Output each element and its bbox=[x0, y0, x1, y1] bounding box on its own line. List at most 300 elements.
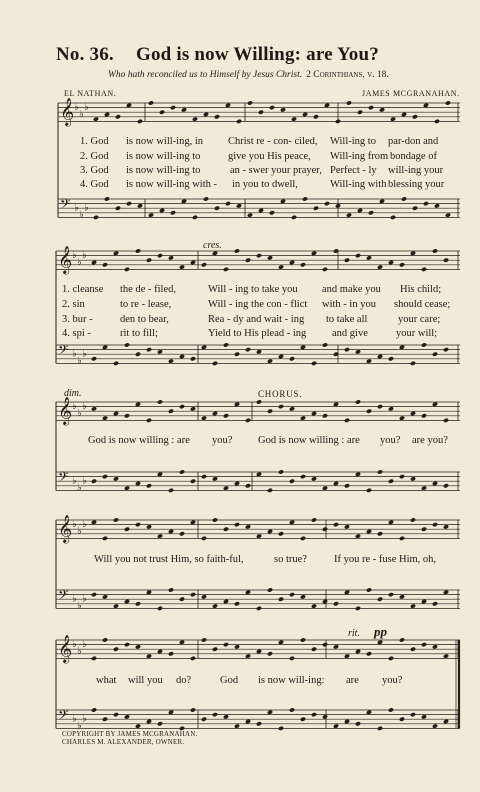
notehead bbox=[322, 485, 328, 490]
flat-sign: ♭ bbox=[82, 400, 87, 412]
notehead bbox=[443, 347, 449, 352]
notehead bbox=[322, 642, 328, 647]
notehead bbox=[146, 258, 152, 263]
notehead bbox=[245, 653, 251, 658]
notehead bbox=[355, 472, 361, 477]
notehead bbox=[225, 201, 231, 206]
notehead bbox=[390, 215, 396, 220]
notehead bbox=[179, 597, 185, 602]
notehead bbox=[102, 474, 108, 479]
notehead bbox=[346, 212, 352, 217]
notehead bbox=[104, 112, 110, 117]
notehead bbox=[157, 606, 163, 611]
notehead bbox=[102, 594, 108, 599]
notehead bbox=[267, 529, 273, 534]
notehead bbox=[443, 590, 449, 595]
notehead bbox=[377, 531, 383, 536]
notehead bbox=[168, 529, 174, 534]
notehead bbox=[91, 520, 97, 525]
notehead bbox=[190, 520, 196, 525]
notehead bbox=[344, 590, 350, 595]
bass-clef: 𝄢 bbox=[58, 586, 69, 606]
notehead bbox=[124, 413, 130, 418]
notehead bbox=[322, 714, 328, 719]
notehead bbox=[179, 354, 185, 359]
notehead bbox=[245, 483, 251, 488]
flat-sign: ♭ bbox=[74, 202, 79, 214]
notehead bbox=[289, 592, 295, 597]
notehead bbox=[234, 601, 240, 606]
notehead bbox=[124, 714, 130, 719]
chorus-lyric-1d: you? bbox=[380, 435, 401, 446]
notehead bbox=[201, 594, 207, 599]
notehead bbox=[311, 517, 317, 522]
notehead bbox=[333, 402, 339, 407]
notehead bbox=[410, 476, 416, 481]
rit-marking: rit. bbox=[348, 628, 360, 639]
notehead bbox=[366, 587, 372, 592]
notehead bbox=[168, 651, 174, 656]
notehead bbox=[289, 356, 295, 361]
notehead bbox=[137, 119, 143, 124]
notehead bbox=[181, 107, 187, 112]
notehead bbox=[245, 524, 251, 529]
notehead bbox=[357, 110, 363, 115]
verse-3-line-1: 3. God is now will-ing to an - swer your prayer, Perfect - ly will-ing your bbox=[80, 165, 444, 176]
notehead bbox=[113, 603, 119, 608]
notehead bbox=[190, 479, 196, 484]
bass-clef: 𝄢 bbox=[60, 195, 71, 215]
hymn-number: No. 36. bbox=[56, 44, 114, 65]
notehead bbox=[201, 415, 207, 420]
notehead bbox=[412, 114, 418, 119]
treble-clef: 𝄞 bbox=[60, 97, 75, 126]
notehead bbox=[212, 712, 218, 717]
notehead bbox=[432, 644, 438, 649]
verse-2-line-2: 2. sin to re - lease, Will - ing the con - flict with - in you should cease; bbox=[62, 299, 451, 310]
notehead bbox=[256, 399, 262, 404]
notehead bbox=[104, 196, 110, 201]
chorus-lyric-2a: Will you not trust Him, so faith-ful, bbox=[94, 554, 244, 565]
notehead bbox=[201, 345, 207, 350]
notehead bbox=[388, 707, 394, 712]
flat-sign: ♭ bbox=[77, 525, 82, 537]
notehead bbox=[113, 647, 119, 652]
notehead bbox=[234, 723, 240, 728]
notehead bbox=[300, 536, 306, 541]
notehead bbox=[214, 206, 220, 211]
flat-sign: ♭ bbox=[82, 249, 87, 261]
notehead bbox=[159, 110, 165, 115]
notehead bbox=[267, 488, 273, 493]
notehead bbox=[236, 119, 242, 124]
flat-sign: ♭ bbox=[77, 256, 82, 268]
notehead bbox=[190, 592, 196, 597]
notehead bbox=[432, 723, 438, 728]
notehead bbox=[236, 203, 242, 208]
flat-sign: ♭ bbox=[77, 482, 82, 494]
notehead bbox=[91, 406, 97, 411]
notehead bbox=[390, 116, 396, 121]
notehead bbox=[399, 637, 405, 642]
pp-marking: pp bbox=[374, 624, 387, 639]
notehead bbox=[355, 349, 361, 354]
flat-sign: ♭ bbox=[79, 108, 84, 120]
notehead bbox=[432, 352, 438, 357]
notehead bbox=[432, 522, 438, 527]
notehead bbox=[124, 342, 130, 347]
notehead bbox=[258, 110, 264, 115]
chorus-label: CHORUS. bbox=[258, 389, 303, 399]
notehead bbox=[223, 485, 229, 490]
chorus-lyric-1c: God is now willing : are bbox=[258, 435, 360, 446]
flat-sign: ♭ bbox=[72, 475, 77, 487]
treble-clef: 𝄞 bbox=[58, 514, 73, 543]
notehead bbox=[124, 599, 130, 604]
notehead bbox=[146, 418, 152, 423]
notehead bbox=[443, 653, 449, 658]
notehead bbox=[245, 418, 251, 423]
notehead bbox=[311, 411, 317, 416]
flat-sign: ♭ bbox=[77, 645, 82, 657]
notehead bbox=[278, 354, 284, 359]
notehead bbox=[302, 196, 308, 201]
verse-2-line-1: 2. God is now will-ing to give you His peace, Will-ing from bondage of bbox=[80, 151, 437, 162]
chorus-lyric-2b: so true? bbox=[274, 554, 307, 565]
notehead bbox=[170, 210, 176, 215]
notehead bbox=[168, 358, 174, 363]
notehead bbox=[113, 361, 119, 366]
notehead bbox=[267, 358, 273, 363]
notehead bbox=[443, 258, 449, 263]
notehead bbox=[179, 264, 185, 269]
notehead bbox=[201, 474, 207, 479]
notehead bbox=[421, 267, 427, 272]
notehead bbox=[421, 485, 427, 490]
notehead bbox=[278, 531, 284, 536]
notehead bbox=[344, 418, 350, 423]
flat-sign: ♭ bbox=[72, 400, 77, 412]
notehead bbox=[115, 206, 121, 211]
notehead bbox=[434, 119, 440, 124]
notehead bbox=[278, 404, 284, 409]
chorus-lyric-3b: will you bbox=[128, 675, 163, 686]
notehead bbox=[256, 606, 262, 611]
flat-sign: ♭ bbox=[82, 713, 87, 725]
notehead bbox=[399, 262, 405, 267]
flat-sign: ♭ bbox=[72, 518, 77, 530]
notehead bbox=[102, 262, 108, 267]
notehead bbox=[421, 714, 427, 719]
notehead bbox=[102, 637, 108, 642]
notehead bbox=[366, 255, 372, 260]
flat-sign: ♭ bbox=[77, 355, 82, 367]
notehead bbox=[168, 710, 174, 715]
notehead bbox=[388, 479, 394, 484]
notehead bbox=[256, 721, 262, 726]
notehead bbox=[399, 717, 405, 722]
hymn-title-text: God is now Willing: are You? bbox=[136, 44, 379, 65]
notehead bbox=[192, 116, 198, 121]
notehead bbox=[201, 536, 207, 541]
notehead bbox=[157, 472, 163, 477]
notehead bbox=[181, 199, 187, 204]
notehead bbox=[201, 717, 207, 722]
notehead bbox=[289, 260, 295, 265]
notehead bbox=[135, 248, 141, 253]
notehead bbox=[212, 517, 218, 522]
notehead bbox=[168, 488, 174, 493]
flat-sign: ♭ bbox=[72, 249, 77, 261]
notehead bbox=[366, 409, 372, 414]
notehead bbox=[333, 481, 339, 486]
notehead bbox=[124, 485, 130, 490]
notehead bbox=[322, 527, 328, 532]
notehead bbox=[234, 402, 240, 407]
notehead bbox=[311, 251, 317, 256]
notehead bbox=[223, 714, 229, 719]
notehead bbox=[203, 196, 209, 201]
notehead bbox=[324, 103, 330, 108]
notehead bbox=[366, 358, 372, 363]
notehead bbox=[157, 721, 163, 726]
notehead bbox=[410, 361, 416, 366]
verse-1-line-1: 1. God is now will-ing, in Christ re - con- ciled, Will-ing to par-don and bbox=[80, 136, 439, 147]
bass-clef: 𝄢 bbox=[58, 468, 69, 488]
notehead bbox=[267, 651, 273, 656]
notehead bbox=[234, 481, 240, 486]
cres-marking: cres. bbox=[203, 240, 222, 251]
flat-sign: ♭ bbox=[84, 202, 89, 214]
notehead bbox=[289, 479, 295, 484]
notehead bbox=[322, 413, 328, 418]
notehead bbox=[401, 196, 407, 201]
notehead bbox=[157, 399, 163, 404]
notehead bbox=[344, 258, 350, 263]
notehead bbox=[368, 105, 374, 110]
notehead bbox=[388, 656, 394, 661]
notehead bbox=[179, 531, 185, 536]
notehead bbox=[346, 100, 352, 105]
notehead bbox=[192, 215, 198, 220]
notehead bbox=[168, 255, 174, 260]
bass-clef: 𝄢 bbox=[58, 341, 69, 361]
notehead bbox=[443, 483, 449, 488]
notehead bbox=[135, 522, 141, 527]
treble-clef: 𝄞 bbox=[58, 245, 73, 274]
notehead bbox=[445, 100, 451, 105]
notehead bbox=[247, 100, 253, 105]
notehead bbox=[333, 522, 339, 527]
notehead bbox=[434, 203, 440, 208]
notehead bbox=[313, 114, 319, 119]
notehead bbox=[443, 719, 449, 724]
notehead bbox=[421, 342, 427, 347]
notehead bbox=[245, 590, 251, 595]
notehead bbox=[357, 208, 363, 213]
notehead bbox=[366, 710, 372, 715]
notehead bbox=[102, 345, 108, 350]
bass-clef: 𝄢 bbox=[58, 706, 69, 726]
notehead bbox=[355, 606, 361, 611]
notehead bbox=[377, 264, 383, 269]
notehead bbox=[223, 599, 229, 604]
notehead bbox=[280, 199, 286, 204]
notehead bbox=[401, 112, 407, 117]
notehead bbox=[168, 587, 174, 592]
notehead bbox=[212, 476, 218, 481]
notehead bbox=[168, 409, 174, 414]
notehead bbox=[311, 712, 317, 717]
notehead bbox=[91, 707, 97, 712]
notehead bbox=[203, 112, 209, 117]
notehead bbox=[267, 255, 273, 260]
notehead bbox=[344, 524, 350, 529]
notehead bbox=[124, 642, 130, 647]
treble-clef: 𝄞 bbox=[58, 634, 73, 663]
notehead bbox=[201, 637, 207, 642]
notehead bbox=[432, 601, 438, 606]
notehead bbox=[412, 206, 418, 211]
notehead bbox=[324, 201, 330, 206]
notehead bbox=[278, 469, 284, 474]
notehead bbox=[388, 520, 394, 525]
chorus-lyric-1e: are you? bbox=[412, 435, 448, 446]
notehead bbox=[245, 347, 251, 352]
notehead bbox=[212, 647, 218, 652]
notehead bbox=[423, 103, 429, 108]
notehead bbox=[269, 105, 275, 110]
notehead bbox=[135, 601, 141, 606]
notehead bbox=[190, 707, 196, 712]
flat-sign: ♭ bbox=[82, 593, 87, 605]
notehead bbox=[179, 404, 185, 409]
notehead bbox=[368, 210, 374, 215]
notehead bbox=[289, 707, 295, 712]
composer-name: JAMES MCGRANAHAN. bbox=[362, 89, 460, 98]
notehead bbox=[148, 212, 154, 217]
notehead bbox=[267, 587, 273, 592]
notehead bbox=[421, 599, 427, 604]
notehead bbox=[179, 469, 185, 474]
notehead bbox=[377, 726, 383, 731]
notehead bbox=[126, 103, 132, 108]
notehead bbox=[113, 476, 119, 481]
notehead bbox=[179, 640, 185, 645]
notehead bbox=[170, 105, 176, 110]
notehead bbox=[93, 116, 99, 121]
notehead bbox=[333, 601, 339, 606]
notehead bbox=[278, 264, 284, 269]
notehead bbox=[366, 529, 372, 534]
notehead bbox=[399, 594, 405, 599]
notehead bbox=[410, 647, 416, 652]
chorus-lyric-3a: what bbox=[96, 675, 117, 686]
notehead bbox=[322, 599, 328, 604]
notehead bbox=[399, 536, 405, 541]
treble-clef: 𝄞 bbox=[58, 396, 73, 425]
notehead bbox=[234, 644, 240, 649]
notehead bbox=[289, 406, 295, 411]
notehead bbox=[267, 409, 273, 414]
notehead bbox=[291, 215, 297, 220]
flat-sign: ♭ bbox=[79, 209, 84, 221]
notehead bbox=[410, 411, 416, 416]
notehead bbox=[333, 723, 339, 728]
notehead bbox=[355, 721, 361, 726]
notehead bbox=[148, 100, 154, 105]
notehead bbox=[432, 402, 438, 407]
copyright-line-1: COPYRIGHT BY JAMES MCGRANAHAN. bbox=[62, 730, 198, 738]
notehead bbox=[256, 472, 262, 477]
notehead bbox=[234, 248, 240, 253]
notehead bbox=[388, 356, 394, 361]
notehead bbox=[344, 719, 350, 724]
notehead bbox=[410, 517, 416, 522]
notehead bbox=[212, 361, 218, 366]
notehead bbox=[421, 642, 427, 647]
notehead bbox=[379, 199, 385, 204]
notehead bbox=[190, 656, 196, 661]
notehead bbox=[146, 719, 152, 724]
flat-sign: ♭ bbox=[82, 518, 87, 530]
notehead bbox=[311, 603, 317, 608]
notehead bbox=[93, 215, 99, 220]
notehead bbox=[388, 260, 394, 265]
notehead bbox=[410, 603, 416, 608]
notehead bbox=[91, 356, 97, 361]
notehead bbox=[300, 717, 306, 722]
notehead bbox=[113, 517, 119, 522]
notehead bbox=[302, 112, 308, 117]
notehead bbox=[377, 404, 383, 409]
notehead bbox=[267, 710, 273, 715]
notehead bbox=[300, 262, 306, 267]
chorus-lyric-1b: you? bbox=[212, 435, 233, 446]
notehead bbox=[247, 212, 253, 217]
notehead bbox=[333, 644, 339, 649]
notehead bbox=[311, 476, 317, 481]
notehead bbox=[355, 399, 361, 404]
flat-sign: ♭ bbox=[77, 720, 82, 732]
notehead bbox=[313, 206, 319, 211]
notehead bbox=[443, 524, 449, 529]
notehead bbox=[280, 107, 286, 112]
notehead bbox=[91, 479, 97, 484]
notehead bbox=[137, 203, 143, 208]
notehead bbox=[377, 354, 383, 359]
notehead bbox=[311, 361, 317, 366]
flat-sign: ♭ bbox=[74, 101, 79, 113]
chorus-lyric-3e: is now will-ing: bbox=[258, 675, 325, 686]
chorus-lyric-3g: you? bbox=[382, 675, 403, 686]
chorus-lyric-1a: God is now willing : are bbox=[88, 435, 190, 446]
verse-4-line-1: 4. God is now will-ing with - in you to dwell, Will-ing with blessing your bbox=[80, 179, 445, 190]
flat-sign: ♭ bbox=[82, 348, 87, 360]
notehead bbox=[157, 533, 163, 538]
notehead bbox=[113, 411, 119, 416]
notehead bbox=[124, 267, 130, 272]
notehead bbox=[421, 527, 427, 532]
notehead bbox=[399, 345, 405, 350]
flat-sign: ♭ bbox=[72, 348, 77, 360]
notehead bbox=[399, 415, 405, 420]
notehead bbox=[135, 352, 141, 357]
flat-sign: ♭ bbox=[72, 638, 77, 650]
notehead bbox=[190, 260, 196, 265]
notehead bbox=[91, 260, 97, 265]
notehead bbox=[214, 114, 220, 119]
